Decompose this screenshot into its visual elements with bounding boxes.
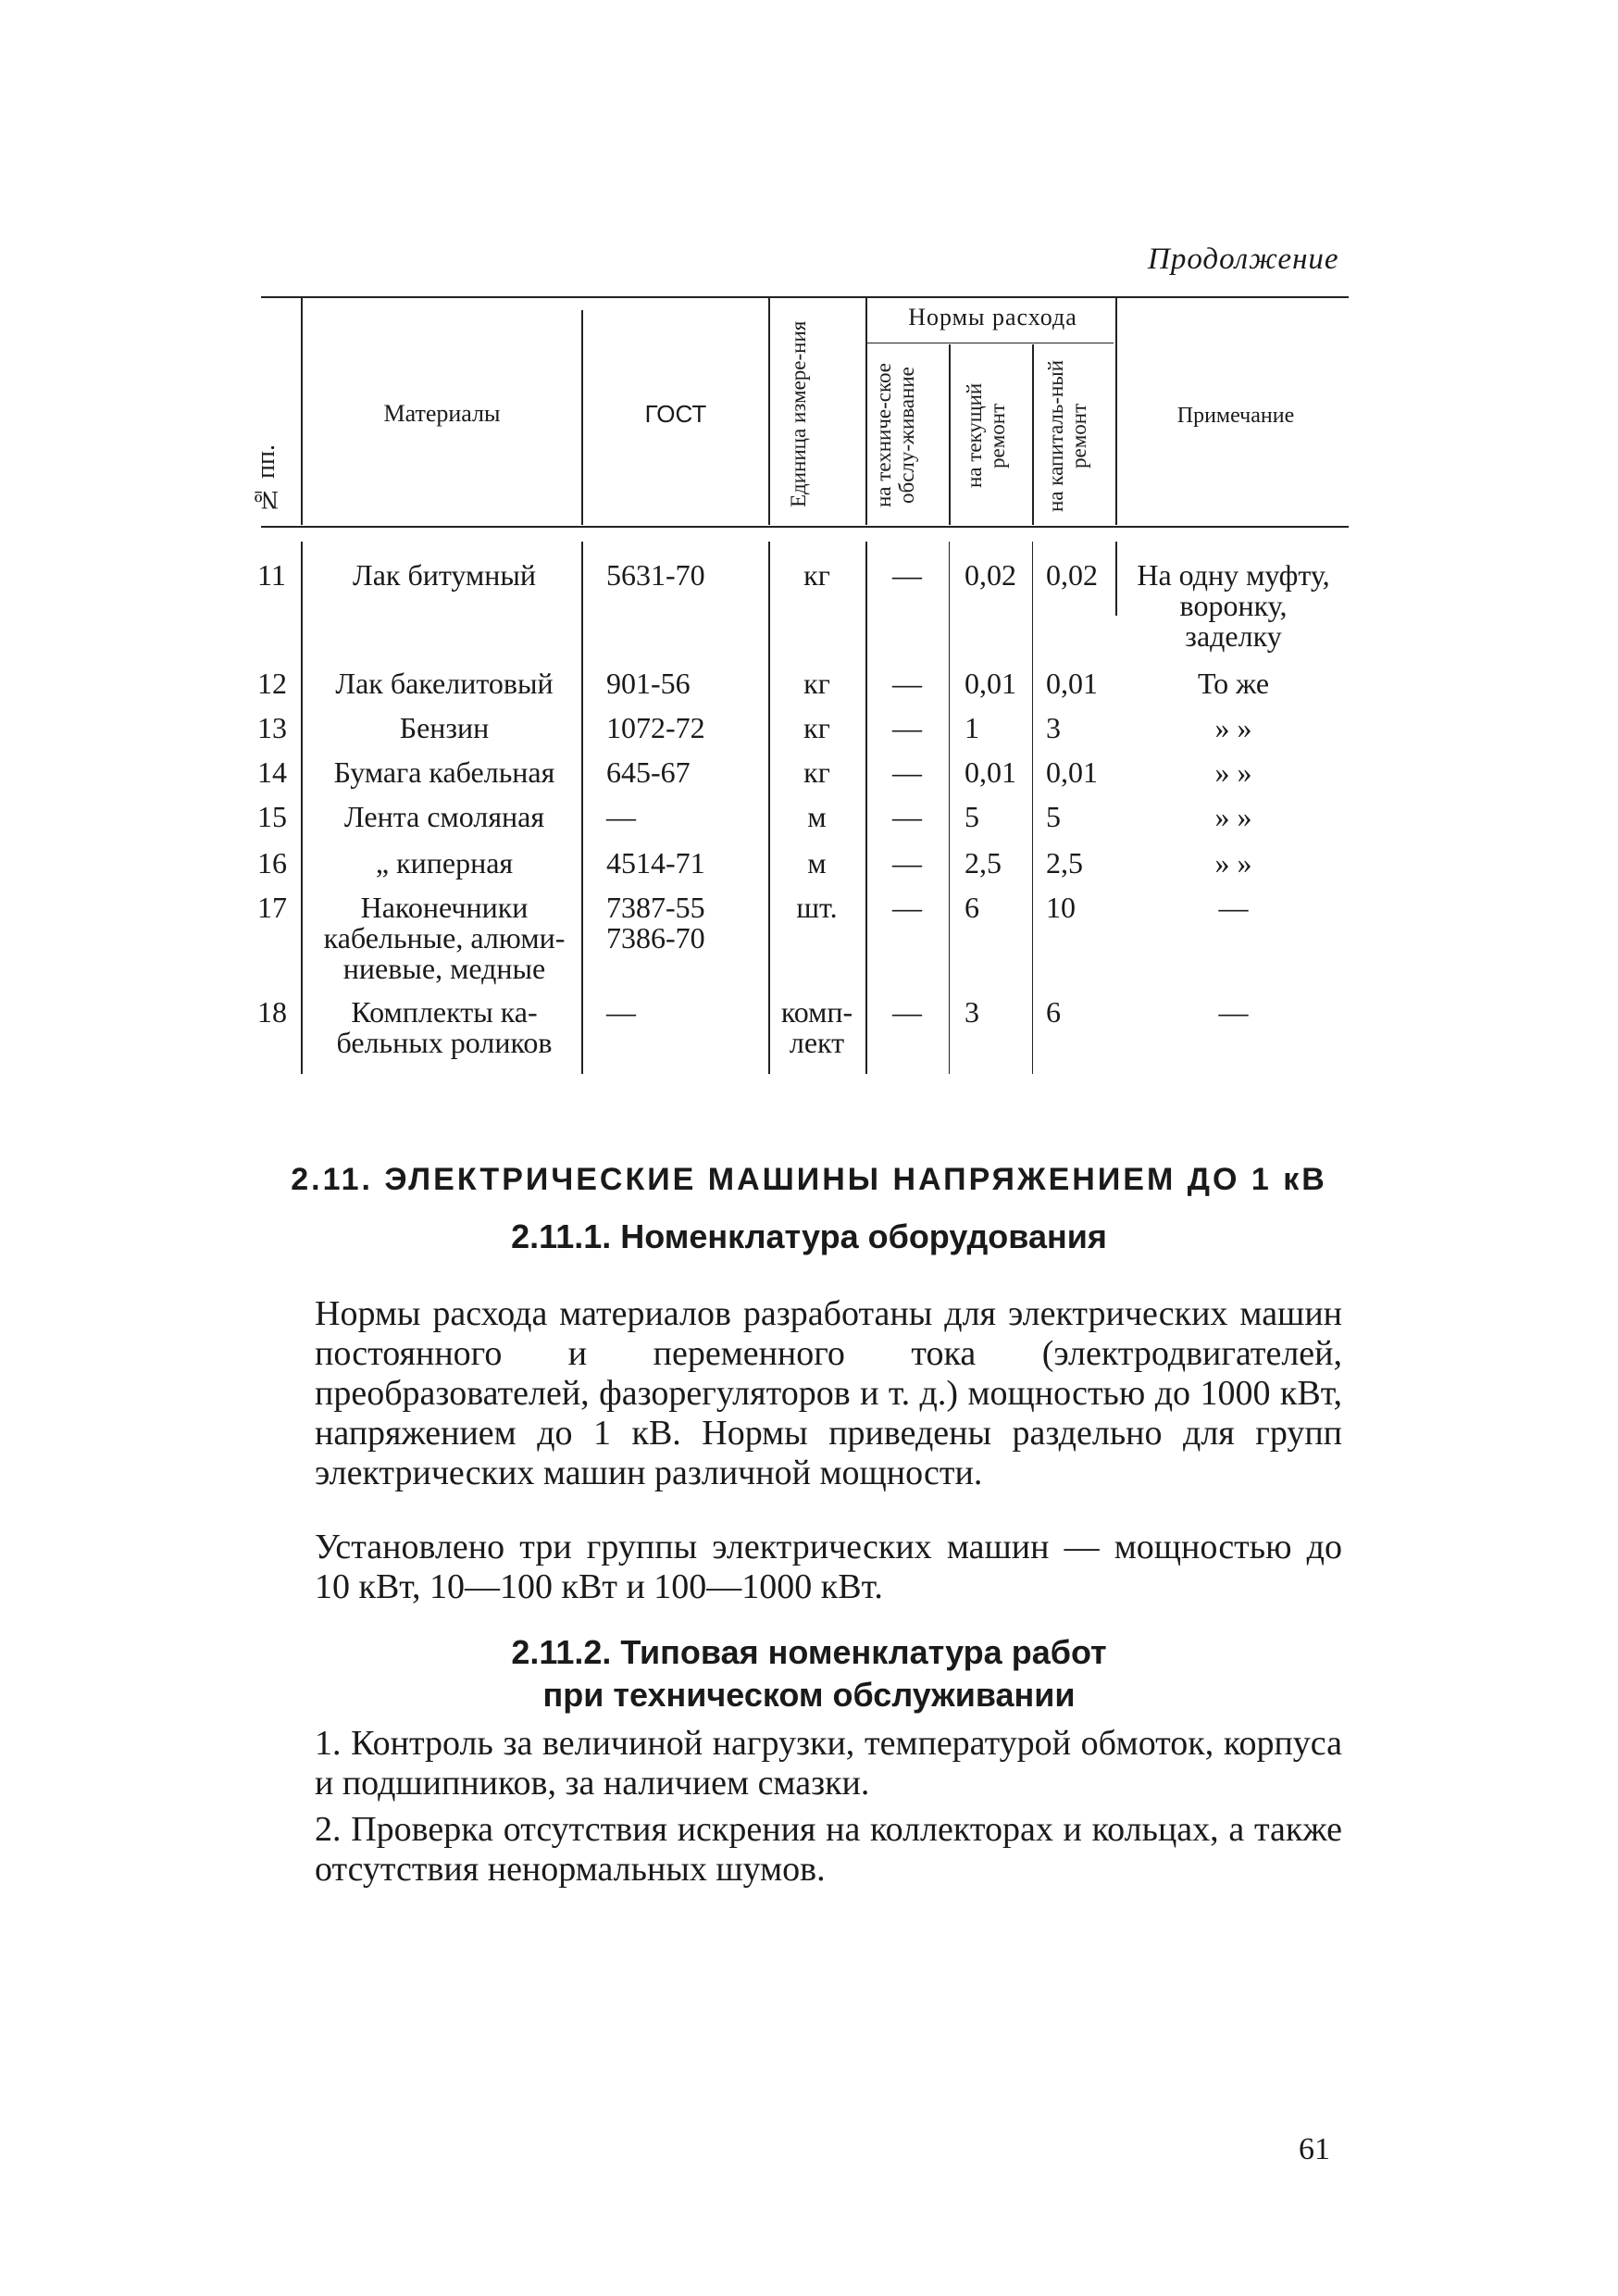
header-norms: Нормы расхода [908, 304, 1077, 331]
norm-kr-cell: 6 [1046, 995, 1061, 1029]
section-title: 2.11. ЭЛЕКТРИЧЕСКИЕ МАШИНЫ НАПРЯЖЕНИЕМ ДО 1 кВ [291, 1162, 1327, 1197]
header-gost: ГОСТ [644, 400, 707, 428]
norm-tr-cell: 3 [965, 995, 979, 1029]
header-unit: Единица измере-ния [787, 320, 810, 508]
gost-cell: 7387-55 [606, 891, 705, 924]
unit-cell: кг [803, 711, 830, 744]
row-number: 15 [257, 800, 287, 833]
note-cell: заделку [1185, 619, 1282, 653]
note-cell: — [1218, 891, 1249, 924]
material-cell: Наконечники [360, 891, 529, 924]
norm-kr-cell: 3 [1046, 711, 1061, 744]
norm-tr-cell: 0,01 [965, 755, 1016, 789]
row-number: 17 [257, 891, 287, 924]
page-number: 61 [1299, 2132, 1330, 2166]
gost-cell: — [606, 800, 636, 833]
table-header-rule [261, 526, 1349, 528]
unit-cell: м [807, 846, 827, 880]
note-cell: » » [1214, 846, 1252, 880]
list-item-1-text: 1. Контроль за величиной нагрузки, температурой обмоток, корпуса и подшипников, за наличием смазки. [315, 1724, 1342, 1803]
norm-kr-cell: 5 [1046, 800, 1061, 833]
col-divider [1115, 542, 1117, 616]
unit-cell: кг [803, 558, 830, 592]
paragraph-1-text: Нормы расхода материалов разработаны для электрических машин постоянного и переменного тока (электродвигателей, преобразователей, фазорегуляторов и т. д.) мощностью до 1000 кВт, напряжением до 1 кВ. Нормы приведены раздельно для групп электрических машин различной мощности. [315, 1294, 1342, 1492]
unit-cell: комп- [780, 995, 853, 1029]
paragraph-2 [315, 1528, 1342, 1607]
norm-kr-cell: 10 [1046, 891, 1076, 924]
material-cell: Бензин [399, 711, 490, 744]
gost-cell: 7386-70 [606, 921, 705, 955]
col-divider [301, 542, 303, 1074]
norm-tr-cell: 5 [965, 800, 979, 833]
note-cell: На одну муфту, [1137, 558, 1330, 592]
norm-to-cell: — [892, 995, 922, 1029]
col-divider [1032, 344, 1034, 525]
gost-cell: 4514-71 [606, 846, 705, 880]
material-cell: ниевые, медные [342, 952, 546, 985]
row-number: 14 [257, 755, 287, 789]
list-item-2-text: 2. Проверка отсутствия искрения на коллекторах и кольцах, а также отсутствия ненормальных шумов. [315, 1810, 1342, 1889]
note-cell: — [1218, 995, 1249, 1029]
norm-to-cell: — [892, 667, 922, 700]
gost-cell: 1072-72 [606, 711, 705, 744]
material-cell: Бумага кабельная [333, 755, 555, 789]
table-top-rule [261, 296, 1349, 298]
col-divider [949, 344, 951, 525]
header-note: Примечание [1176, 404, 1295, 428]
material-cell: кабельные, алюми- [323, 921, 566, 955]
col-divider [768, 298, 770, 525]
norm-to-cell: — [892, 755, 922, 789]
row-number: 16 [257, 846, 287, 880]
norm-kr-cell: 0,02 [1046, 558, 1098, 592]
norm-kr-cell: 0,01 [1046, 667, 1098, 700]
material-cell: бельных роликов [336, 1026, 553, 1059]
header-to: на техниче-ское обслу-живание [872, 363, 918, 508]
gost-cell: 5631-70 [606, 558, 705, 592]
subsection-title-2-line2: при техническом обслуживании [542, 1676, 1076, 1714]
col-divider [581, 542, 583, 1074]
norm-to-cell: — [892, 846, 922, 880]
note-cell: воронку, [1179, 589, 1288, 622]
norm-tr-cell: 0,02 [965, 558, 1016, 592]
norm-to-cell: — [892, 558, 922, 592]
col-divider [1115, 298, 1117, 525]
col-divider [865, 298, 867, 525]
col-divider [581, 310, 583, 525]
norm-tr-cell: 1 [965, 711, 979, 744]
unit-cell: шт. [796, 891, 838, 924]
header-material: Материалы [383, 400, 501, 427]
norm-kr-cell: 0,01 [1046, 755, 1098, 789]
material-cell: Лак битумный [353, 558, 536, 592]
continuation-label: Продолжение [1148, 243, 1339, 276]
note-cell: » » [1214, 755, 1252, 789]
list-item-1 [315, 1724, 1342, 1803]
material-cell: „ киперная [375, 846, 514, 880]
norm-tr-cell: 2,5 [965, 846, 1002, 880]
note-cell: » » [1214, 711, 1252, 744]
gost-cell: — [606, 995, 636, 1029]
unit-cell: м [807, 800, 827, 833]
header-num: № пп. [252, 444, 280, 514]
norm-tr-cell: 0,01 [965, 667, 1016, 700]
row-number: 12 [257, 667, 287, 700]
row-number: 11 [257, 558, 286, 592]
note-cell: То же [1197, 667, 1270, 700]
norm-tr-cell: 6 [965, 891, 979, 924]
material-cell: Комплекты ка- [351, 995, 538, 1029]
norm-to-cell: — [892, 800, 922, 833]
subsection-title-1: 2.11.1. Номенклатура оборудования [511, 1217, 1107, 1255]
unit-cell: кг [803, 667, 830, 700]
header-kr: на капиталь-ный ремонт [1044, 359, 1090, 512]
header-tr: на текущий ремонт [963, 382, 1009, 489]
norm-to-cell: — [892, 891, 922, 924]
list-item-2 [315, 1810, 1342, 1890]
unit-cell: кг [803, 755, 830, 789]
row-number: 13 [257, 711, 287, 744]
row-number: 18 [257, 995, 287, 1029]
col-divider [1032, 542, 1033, 1074]
subsection-title-2-line1: 2.11.2. Типовая номенклатура работ [511, 1633, 1107, 1671]
paragraph-2-text: Установлено три группы электрических машин — мощностью до 10 кВт, 10—100 кВт и 100—1000 кВт. [315, 1528, 1342, 1606]
unit-cell: лект [789, 1026, 845, 1059]
gost-cell: 901-56 [606, 667, 691, 700]
note-cell: » » [1214, 800, 1252, 833]
material-cell: Лак бакелитовый [335, 667, 554, 700]
material-cell: Лента смоляная [343, 800, 545, 833]
col-divider [949, 542, 950, 1074]
norm-kr-cell: 2,5 [1046, 846, 1083, 880]
col-divider [301, 298, 303, 525]
subsection-title-2 [0, 1631, 1618, 1716]
paragraph-1 [315, 1294, 1342, 1493]
col-divider [865, 542, 867, 1074]
norm-to-cell: — [892, 711, 922, 744]
gost-cell: 645-67 [606, 755, 691, 789]
col-divider [768, 542, 770, 1074]
